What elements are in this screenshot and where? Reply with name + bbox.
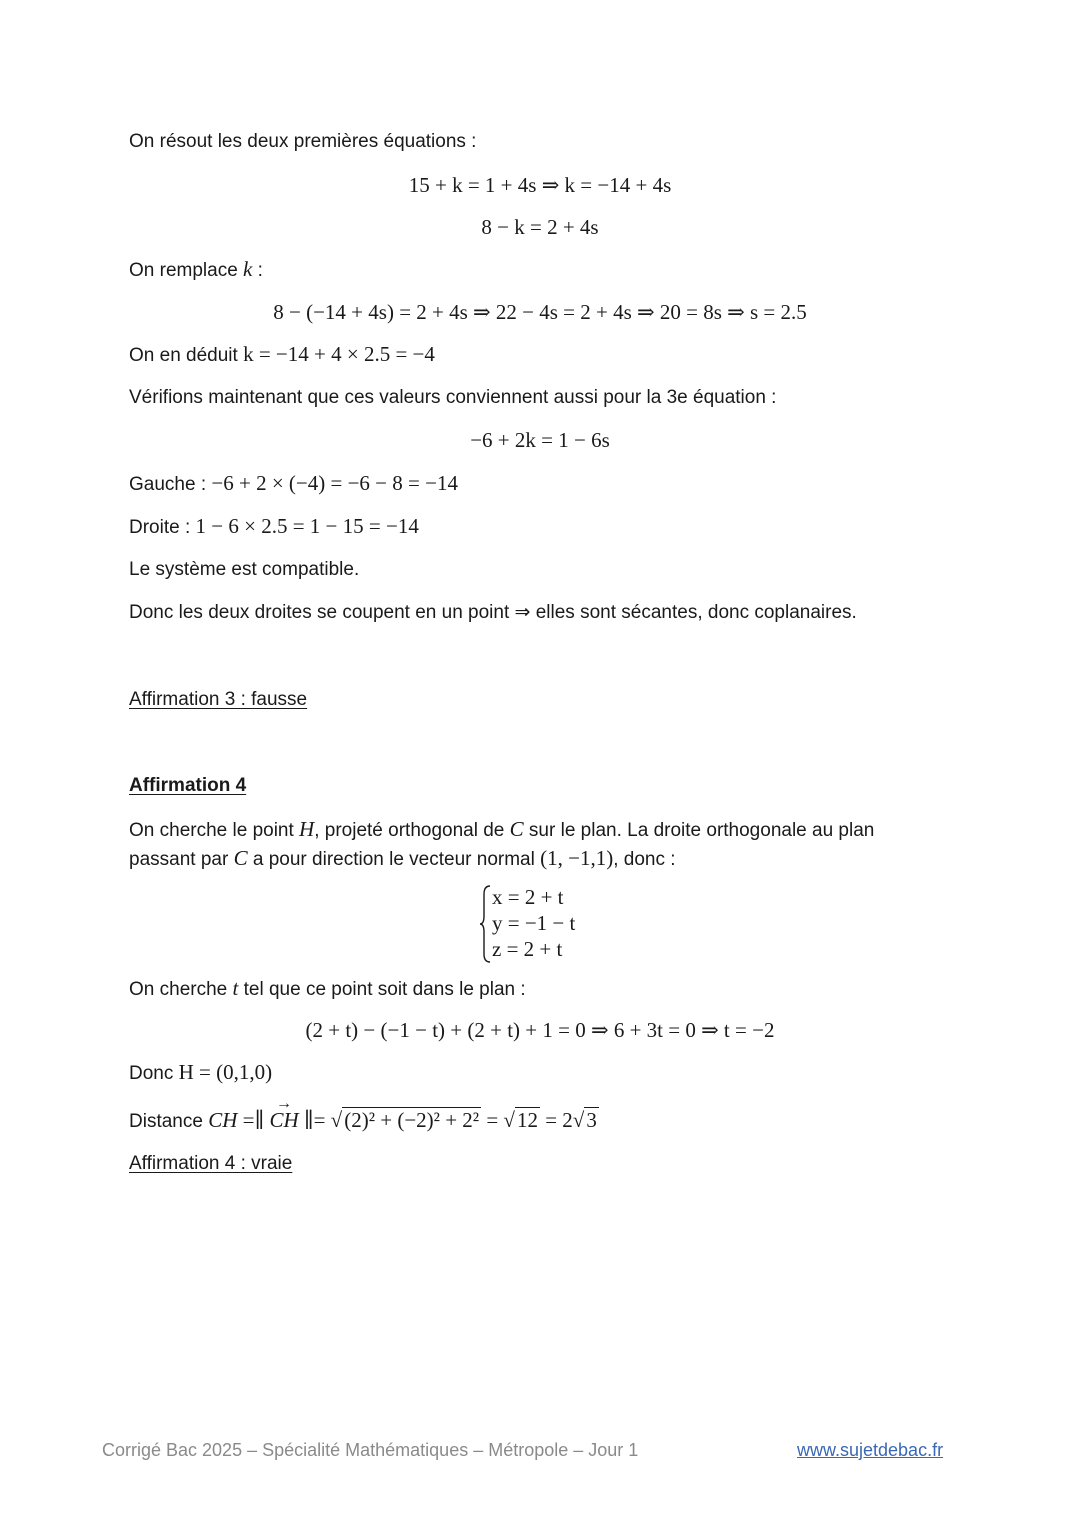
system-row-z: z = 2 + t — [492, 937, 563, 961]
paragraph-text: On en déduit — [129, 345, 244, 366]
paragraph-text: On cherche le point — [129, 820, 300, 841]
paragraph-compatible: Le système est compatible. — [129, 559, 360, 580]
radicand: 12 — [516, 1108, 538, 1132]
paragraph-left-side — [129, 471, 458, 497]
paragraph-text: : — [252, 260, 263, 281]
paragraph-right-side — [129, 514, 419, 540]
variable-C: C — [233, 846, 248, 870]
paragraph-text: Distance — [129, 1111, 209, 1132]
paragraph-text: sur le plan. La droite orthogonale au plan — [523, 820, 875, 841]
variable-C: C — [509, 817, 524, 841]
affirmation-3-result: Affirmation 3 : fausse — [129, 689, 308, 710]
paragraph-text: tel que ce point soit dans le plan : — [238, 979, 526, 1000]
footer-link[interactable]: www.sujetdebac.fr — [797, 1440, 944, 1460]
paragraph-text: On cherche — [129, 979, 233, 1000]
paragraph-text: , projeté orthogonal de — [314, 820, 510, 841]
paragraph-text: , donc : — [613, 849, 676, 870]
paragraph-verify: Vérifions maintenant que ces valeurs conviennent aussi pour la 3e équation : — [129, 387, 777, 408]
paragraph-text: Droite : — [129, 517, 196, 538]
paragraph-find-t — [129, 976, 526, 1002]
equation-1: 15 + k = 1 + 4s ⇒ k = −14 + 4s — [408, 173, 672, 197]
math-operator: = √ — [481, 1108, 515, 1132]
paragraph-text: passant par — [129, 849, 234, 870]
paragraph-solve-intro: On résout les deux premières équations : — [129, 131, 477, 152]
paragraph-replace-k — [129, 257, 263, 283]
equation-4: −6 + 2k = 1 − 6s — [470, 428, 610, 452]
system-row-x: x = 2 + t — [492, 885, 564, 909]
inline-math: H = (0,1,0) — [178, 1060, 273, 1084]
affirmation-4-result: Affirmation 4 : vraie — [129, 1153, 293, 1174]
paragraph-deduce-k — [129, 342, 435, 368]
equation-2: 8 − k = 2 + 4s — [481, 215, 599, 239]
paragraph-projection-2 — [129, 846, 676, 872]
inline-math: k = −14 + 4 × 2.5 = −4 — [243, 342, 435, 366]
math-operator: = 2√ — [539, 1108, 585, 1132]
equation-5: (2 + t) − (−1 − t) + (2 + t) + 1 = 0 ⇒ 6 + 3t = 0 ⇒ t = −2 — [305, 1018, 775, 1042]
variable-t: t — [232, 976, 239, 1000]
paragraph-text: a pour direction le vecteur normal — [247, 849, 541, 870]
radicand: (2)² + (−2)² + 2² — [344, 1108, 480, 1132]
math-operator: ∥= √ — [298, 1108, 343, 1132]
affirmation-4-title: Affirmation 4 — [129, 775, 247, 796]
paragraph-text: Donc — [129, 1063, 179, 1084]
normal-vector: (1, −1,1) — [540, 846, 614, 870]
left-brace-icon — [480, 884, 492, 964]
paragraph-distance — [129, 1108, 599, 1134]
footer-title: Corrigé Bac 2025 – Spécialité Mathématiques – Métropole – Jour 1 — [102, 1440, 639, 1460]
inline-math: 1 − 6 × 2.5 = 1 − 15 = −14 — [195, 514, 419, 538]
math-operator: =∥ — [237, 1108, 270, 1132]
parametric-system — [480, 884, 640, 966]
radicand: 3 — [586, 1108, 597, 1132]
paragraph-H-value — [129, 1060, 272, 1086]
paragraph-projection-1 — [129, 817, 874, 843]
variable-H: H — [299, 817, 315, 841]
system-row-y: y = −1 − t — [492, 911, 576, 935]
equation-3: 8 − (−14 + 4s) = 2 + 4s ⇒ 22 − 4s = 2 + 4s ⇒ 20 = 8s ⇒ s = 2.5 — [273, 300, 807, 324]
variable-k: k — [243, 257, 253, 281]
paragraph-conclusion-secant: Donc les deux droites se coupent en un point ⇒ elles sont sécantes, donc coplanaires. — [129, 602, 857, 623]
paragraph-text: On remplace — [129, 260, 244, 281]
vector-CH: → CH — [269, 1108, 298, 1132]
inline-math: −6 + 2 × (−4) = −6 − 8 = −14 — [211, 471, 458, 495]
paragraph-text: Gauche : — [129, 474, 212, 495]
segment-CH: CH — [208, 1108, 238, 1132]
